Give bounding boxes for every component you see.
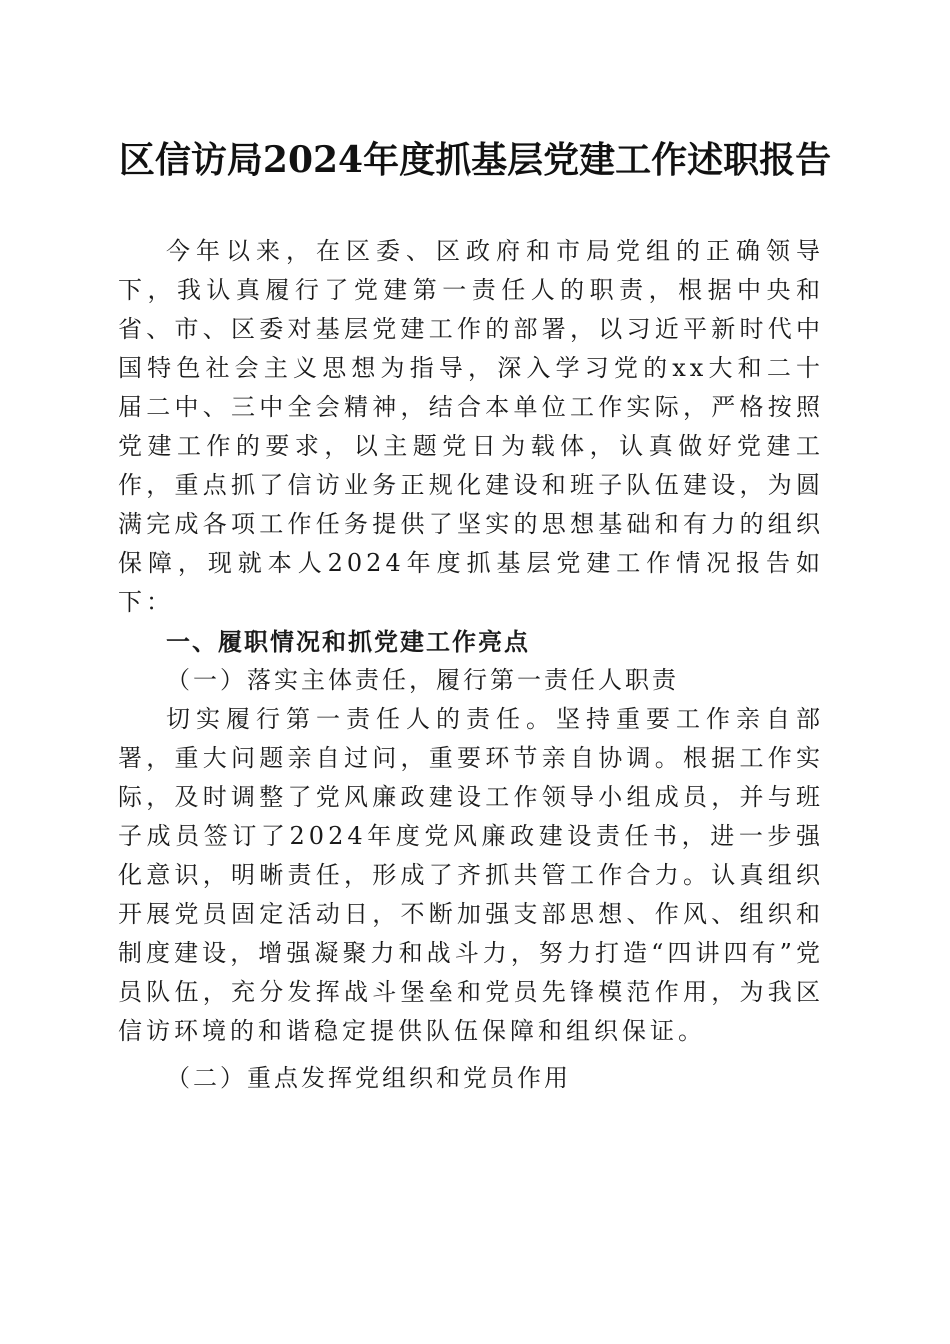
intro-paragraph: 今年以来，在区委、区政府和市局党组的正确领导下，我认真履行了党建第一责任人的职责，根据中央和省、市、区委对基层党建工作的部署，以习近平新时代中国特色社会主义思想为指导，深入学习党的xx大和二十届二中、三中全会精神，结合本单位工作实际，严格按照党建工作的要求，以主题党日为载体，认真做好党建工作，重点抓了信访业务正规化建设和班子队伍建设，为圆满完成各项工作任务提供了坚实的思想基础和有力的组织保障，现就本人2024年度抓基层党建工作情况报告如下： [118,237,824,616]
subsection-1-paragraph: 切实履行第一责任人的责任。坚持重要工作亲自部署，重大问题亲自过问，重要环节亲自协调。根据工作实际，及时调整了党风廉政建设工作领导小组成员，并与班子成员签订了2024年度党风廉政建设责任书，进一步强化意识，明晰责任，形成了齐抓共管工作合力。认真组织开展党员固定活动日，不断加强支部思想、作风、组织和制度建设，增强凝聚力和战斗力，努力打造“四讲四有”党员队伍，充分发挥战斗堡垒和党员先锋模范作用，为我区信访环境的和谐稳定提供队伍保障和组织保证。 [118,705,824,1045]
paragraph-spacer [118,1051,824,1059]
section-heading-1: 一、履职情况和抓党建工作亮点 [166,627,530,656]
subsection-heading-2: （二）重点发挥党组织和党员作用 [166,1064,571,1092]
document-body [118,232,824,1098]
document-title: 区信访局2024年度抓基层党建工作述职报告 [118,139,832,181]
subsection-heading-1: （一）落实主体责任，履行第一责任人职责 [166,666,679,694]
